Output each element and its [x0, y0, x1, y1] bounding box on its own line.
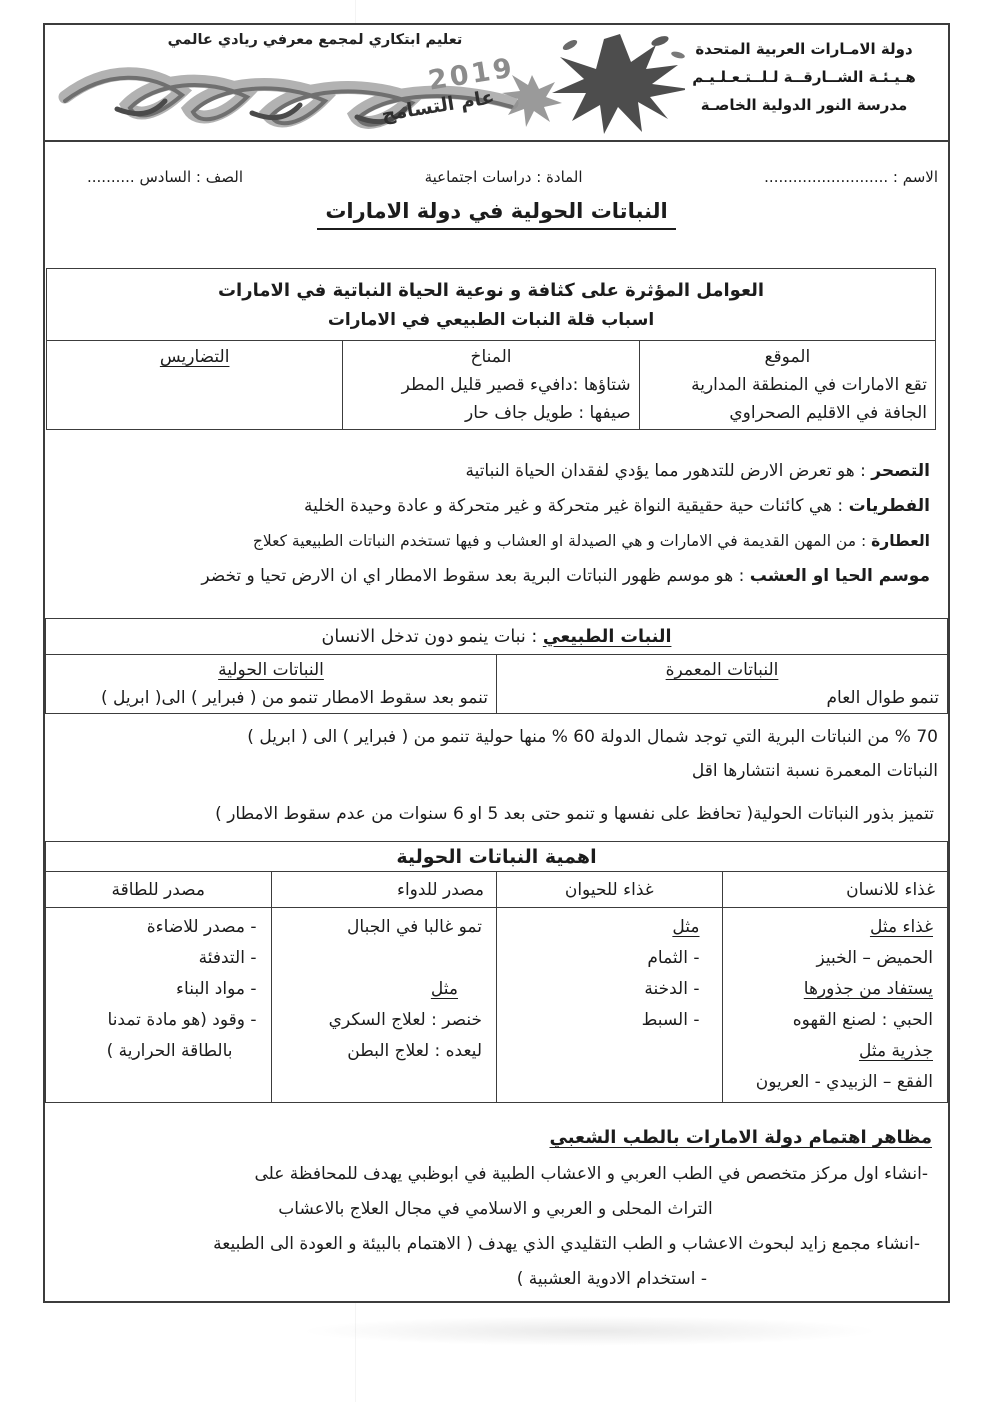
subject-field: المادة : دراسات اجتماعية	[424, 168, 583, 186]
grade-field: الصف : السادس ..........	[87, 168, 243, 186]
natural-plants-table	[45, 618, 948, 714]
natural-plants-term: النبات الطبيعي	[542, 626, 672, 647]
scanned-worksheet-page	[43, 23, 950, 1303]
medicine-cell: تمو غالبا في الجبال مثل خنصر : لعلاج السكري ليعده : لعلاج البطن	[271, 908, 497, 1103]
folk-medicine-section	[59, 1127, 932, 1297]
folk-line-4: - استخدام الادوية العشبية )	[516, 1269, 707, 1289]
title-row	[45, 199, 948, 243]
tolerance-flower-logo	[500, 27, 685, 139]
animal-food-header: غذاء للحيوان	[497, 872, 723, 908]
school-line: مدرسة النور الدولية الخاصـة	[700, 96, 908, 114]
energy-cell: - مصدر للاضاءة - التدفئة - مواد البناء - وقود (هو مادة تمدنا بالطاقة الحرارية )	[46, 908, 272, 1103]
climate-summer-line: صيفها : طويل جاف حار	[465, 403, 631, 423]
worksheet-title: النباتات الحولية في دولة الامارات	[317, 199, 675, 230]
location-header: الموقع	[764, 347, 811, 367]
human-food-cell: غذاء مثل الحميض – الخبيز يستفاد من جذورها الحبي : لصنع القهوه جذرية مثل الفقع – الزبيدي - العريون	[722, 908, 948, 1103]
definition-grass-season: موسم الحيا او العشب : هو موسم ظهور النباتات البرية بعد سقوط الامطار اي ان الارض تحيا و تخضر	[201, 566, 930, 586]
student-info-line	[87, 168, 938, 191]
stats-line2: النباتات المعمرة نسبة انتشارها اقل	[691, 761, 938, 781]
definition-fungi: الفطريات : هي كائنات حية حقيقية النواة غير متحركة و غير متحركة و عادة وحيدة الخلية	[304, 496, 930, 516]
climate-winter-line: شتاؤها :دافيء قصير قليل المطر	[401, 375, 631, 395]
school-motto: تعليم ابتكاري لمجمع معرفي ريادي عالمي	[167, 32, 463, 48]
perennial-header: النباتات المعمرة	[665, 660, 779, 680]
perennial-body: تنمو طوال العام	[826, 688, 939, 708]
organization-block	[664, 35, 944, 119]
folk-medicine-title: مظاهر اهتمام دولة الامارات بالطب الشعبي	[549, 1127, 932, 1148]
climate-cell	[343, 341, 639, 430]
terrain-header: التضاريس	[159, 347, 230, 367]
folk-line-1: -انشاء اول مركز متخصص في الطب العربي و الاعشاب الطبية في ابوظبي يهدف للمحافظة على	[254, 1164, 928, 1184]
factors-header-line2: اسباب قلة النبات الطبيعي في الامارات	[327, 309, 655, 330]
importance-table	[45, 841, 948, 1103]
stats-line1: 70 % من النباتات البرية التي توجد شمال الدولة 60 % منها حولية تنمو من ( فبراير ) الى ( ابريل )	[247, 727, 938, 747]
scan-smudge	[300, 1316, 880, 1346]
importance-title: اهمية النباتات الحولية	[46, 842, 948, 872]
annual-cell	[46, 655, 497, 714]
folk-line-2: التراث المحلى و العربي و الاسلامي في مجال العلاج بالاعشاب	[278, 1199, 713, 1219]
climate-header: المناخ	[470, 347, 512, 367]
statistics-paragraph	[59, 720, 938, 788]
factors-header-line1: العوامل المؤثرة على كثافة و نوعية الحياة النباتية في الامارات	[217, 279, 765, 301]
definition-herbalism: العطارة : من المهن القديمة في الامارات و هي الصيدلة او العشاب و فيها تستخدم النباتات الطبيعية كعلاج	[252, 532, 930, 550]
folk-line-3: -انشاء مجمع زايد لبحوث الاعشاب و الطب التقليدي الذي يهدف ( الاهتمام بالبيئة و العودة الى الطبيعة	[213, 1234, 920, 1254]
terrain-cell	[47, 341, 343, 430]
natural-plants-text: : نبات ينمو دون تدخل الانسان	[321, 626, 538, 647]
factors-table	[46, 268, 936, 430]
perennial-cell	[497, 655, 948, 714]
year-of-tolerance-label: عام التسامح	[379, 86, 497, 126]
factors-table-header	[47, 269, 936, 341]
definitions-block	[59, 454, 930, 594]
annual-header: النباتات الحولية	[218, 660, 324, 680]
seeds-note: تتميز بذور النباتات الحولية( تحافظ على نفسها و تنمو حتى بعد 5 او 6 سنوات من عدم سقوط الامطار )	[215, 804, 934, 824]
authority-line: هـيـئـة الشــارقــة لـلــتـعـلـيـم	[692, 68, 916, 86]
country-line: دولة الامـارات العربية المتحدة	[695, 40, 913, 58]
human-food-header: غذاء للانسان	[722, 872, 948, 908]
natural-plants-definition-row	[46, 619, 948, 655]
location-body: تقع الامارات في المنطقة المدارية الجافة في الاقليم الصحراوي	[691, 375, 927, 423]
definition-desertification: التصحر : هو تعرض الارض للتدهور مما يؤدي لفقدان الحياة النباتية	[465, 461, 930, 481]
name-field: الاسم : ..........................	[764, 168, 938, 186]
year-2019-label: 2019	[426, 52, 518, 97]
letterhead	[45, 25, 948, 142]
energy-header: مصدر للطاقة	[46, 872, 272, 908]
animal-food-cell: مثل - الثمام - الدخنة - السبط	[497, 908, 723, 1103]
location-cell	[639, 341, 935, 430]
annual-body: تنمو بعد سقوط الامطار تنمو من ( فبراير ) الى( ابريل )	[100, 688, 488, 708]
medicine-header: مصدر للدواء	[271, 872, 497, 908]
